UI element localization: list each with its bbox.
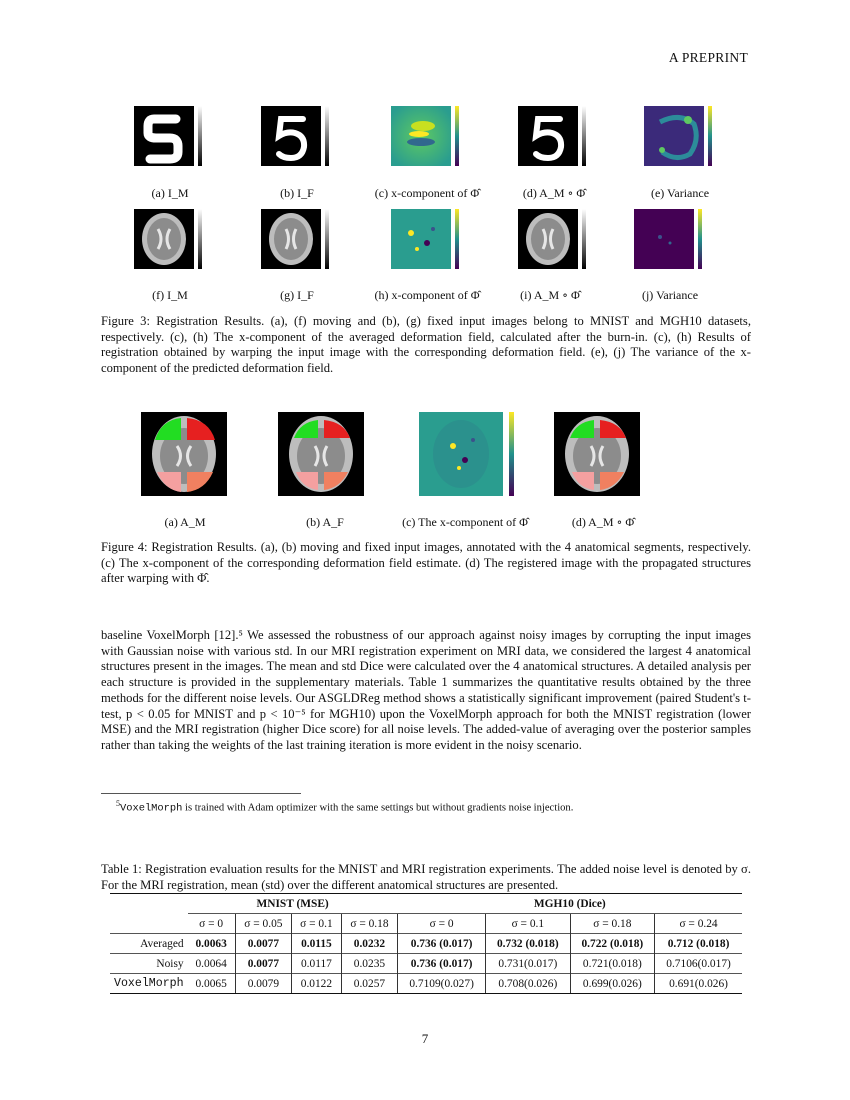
table1-sigma-mnist-3: σ = 0.18: [341, 914, 397, 934]
table1-value-cell: 0.691(0.026): [655, 974, 742, 994]
fig3-label-d: (d) A_M ∘ Φ̂: [522, 186, 586, 200]
fig4-caption-prefix: Figure 4:: [101, 540, 152, 554]
fig4-a-atlas-moving: [135, 410, 235, 502]
table1-value-cell: 0.0063: [188, 934, 236, 954]
table-row: [110, 934, 742, 954]
table1-value-cell: 0.731(0.017): [486, 954, 571, 974]
table-row: [110, 954, 742, 974]
table1-value-cell: 0.0065: [188, 974, 236, 994]
fig3-label-a: (a) I_M: [151, 186, 189, 200]
fig3-b-mnist-fixed: [257, 104, 337, 176]
fig3-j-mri-variance: [630, 207, 710, 279]
fig3-caption-text: Registration Results. (a), (f) moving and (b), (g) fixed input images belong to MNIST and MGH10 datasets, respectively. (c), (h) The x-component of the averaged deformation field, calculated after the burn-in. (c), (h) Results of registration obtained by warping the input image with the corresponding deformation field. (e), (j) The variance of the x-component of the predicted deformation field.: [101, 314, 751, 375]
footnote-text: is trained with Adam optimizer with the same settings but without gradients noise injection.: [182, 802, 574, 814]
fig3-c-mnist-deformation-x: [387, 104, 467, 176]
table1-sigma-mgh-1: σ = 0.1: [486, 914, 571, 934]
table1-value-cell: 0.722 (0.018): [570, 934, 655, 954]
footnote-code: VoxelMorph: [120, 802, 183, 815]
table1-value-cell: 0.0235: [341, 954, 397, 974]
table1-value-cell: 0.0064: [188, 954, 236, 974]
table1-group-mgh10: MGH10 (Dice): [533, 897, 606, 910]
table1-sigma-mnist-1: σ = 0.05: [235, 914, 291, 934]
table1-value-cell: 0.0077: [235, 954, 291, 974]
table1-group-header-row: [110, 894, 742, 914]
table1-value-cell: 0.0232: [341, 934, 397, 954]
fig3-label-j: (j) Variance: [641, 288, 699, 302]
page-number: 7: [421, 1031, 429, 1046]
table-row: [110, 974, 742, 994]
table1: [110, 893, 742, 994]
fig4-d-registered: [548, 410, 648, 502]
fig4-label-b: (b) A_F: [306, 515, 344, 529]
table1-value-cell: 0.7109(0.027): [398, 974, 486, 994]
footnote-rule: [101, 793, 301, 794]
table1-value-cell: 0.0117: [292, 954, 342, 974]
table1-method-cell: Noisy: [110, 954, 188, 974]
fig3-caption: [101, 314, 751, 376]
fig3-label-h: (h) x-component of Φ̂: [374, 288, 480, 302]
table1-method-cell: Averaged: [110, 934, 188, 954]
table1-caption: Table 1: Registration evaluation results for the MNIST and MRI registration experiments. The added noise level is denoted by σ. For the MRI registration, mean (std) over the different anatomical structures are presented.: [101, 862, 751, 892]
fig3-caption-prefix: Figure 3:: [101, 314, 157, 328]
fig3-i-mri-registered: [514, 207, 594, 279]
fig3-f-mri-moving: [130, 207, 210, 279]
fig3-h-mri-deformation-x: [387, 207, 467, 279]
table1-sigma-mgh-3: σ = 0.24: [655, 914, 742, 934]
table1-value-cell: 0.736 (0.017): [398, 934, 486, 954]
table1-value-cell: 0.7106(0.017): [655, 954, 742, 974]
fig4-caption: [101, 540, 751, 587]
fig3-g-mri-fixed: [257, 207, 337, 279]
fig3-label-f: (f) I_M: [152, 288, 188, 302]
fig3-label-b: (b) I_F: [280, 186, 314, 200]
table1-value-cell: 0.0077: [235, 934, 291, 954]
table1-value-cell: 0.721(0.018): [570, 954, 655, 974]
table1-body: [110, 934, 742, 994]
table1-value-cell: 0.0122: [292, 974, 342, 994]
fig4-c-deformation-x: [413, 410, 528, 502]
table1-sigma-row: [110, 914, 742, 934]
table1-value-cell: 0.736 (0.017): [398, 954, 486, 974]
fig4-caption-text: Registration Results. (a), (b) moving and fixed input images, annotated with the 4 anatomical segments, respectively. (c) The x-component of the corresponding deformation field estimate. (d) The registered image with the propagated structures after warping with Φ̂.: [101, 540, 751, 586]
fig4-b-atlas-fixed: [272, 410, 372, 502]
table1-group-mnist: MNIST (MSE): [256, 897, 329, 910]
fig3-label-g: (g) I_F: [280, 288, 314, 302]
table1-method-cell: VoxelMorph: [110, 974, 188, 994]
table1-value-cell: 0.0079: [235, 974, 291, 994]
fig3-e-mnist-variance: [640, 104, 720, 176]
table1-sigma-mnist-0: σ = 0: [188, 914, 236, 934]
table1-value-cell: 0.0115: [292, 934, 342, 954]
fig4-label-c: (c) The x-component of Φ̂: [402, 515, 528, 529]
footnote: [116, 799, 766, 815]
table1-value-cell: 0.699(0.026): [570, 974, 655, 994]
table1-sigma-mnist-2: σ = 0.1: [292, 914, 342, 934]
running-title: A PREPRINT: [668, 50, 748, 65]
table1-value-cell: 0.0257: [341, 974, 397, 994]
fig4-label-d: (d) A_M ∘ Φ̂: [571, 515, 635, 529]
table1-grid: [110, 894, 742, 993]
fig3-label-i: (i) A_M ∘ Φ̂: [520, 288, 580, 302]
body-paragraph: baseline VoxelMorph [12].⁵ We assessed the robustness of our approach against noisy images by corrupting the input images with Gaussian noise with various std. In our MRI registration experiment on MRI data, we considered the largest 4 anatomical structures present in the images. The mean and std Dice were calculated over the 4 anatomical structures. A detailed analysis per each structure is provided in the supplementary materials. Table 1 summarizes the quantitative results obtained by the three methods for the different noise levels. Our ASGLDReg method shows a statistically significant improvement (paired Student's t-test, p < 0.05 for MNIST and p < 10⁻⁵ for MGH10) upon the VoxelMorph approach for both the MNIST registration (lower MSE) and the MRI registration (higher Dice score) for all noise levels. The added-value of averaging over the posterior samples rather than taking the weights of the last training iteration is more evident in the noisy scenario.: [101, 628, 751, 752]
footnote-mark: 5: [116, 799, 120, 808]
table1-value-cell: 0.732 (0.018): [486, 934, 571, 954]
table1-sigma-mgh-0: σ = 0: [398, 914, 486, 934]
table1-sigma-mgh-2: σ = 0.18: [570, 914, 655, 934]
table1-value-cell: 0.708(0.026): [486, 974, 571, 994]
fig3-label-c: (c) x-component of Φ̂: [374, 186, 480, 200]
fig4-label-a: (a) A_M: [164, 515, 206, 529]
table1-value-cell: 0.712 (0.018): [655, 934, 742, 954]
running-header: [669, 50, 748, 66]
fig3-d-mnist-registered: [514, 104, 594, 176]
fig3-label-e: (e) Variance: [650, 186, 710, 200]
fig3-a-mnist-moving: [130, 104, 210, 176]
